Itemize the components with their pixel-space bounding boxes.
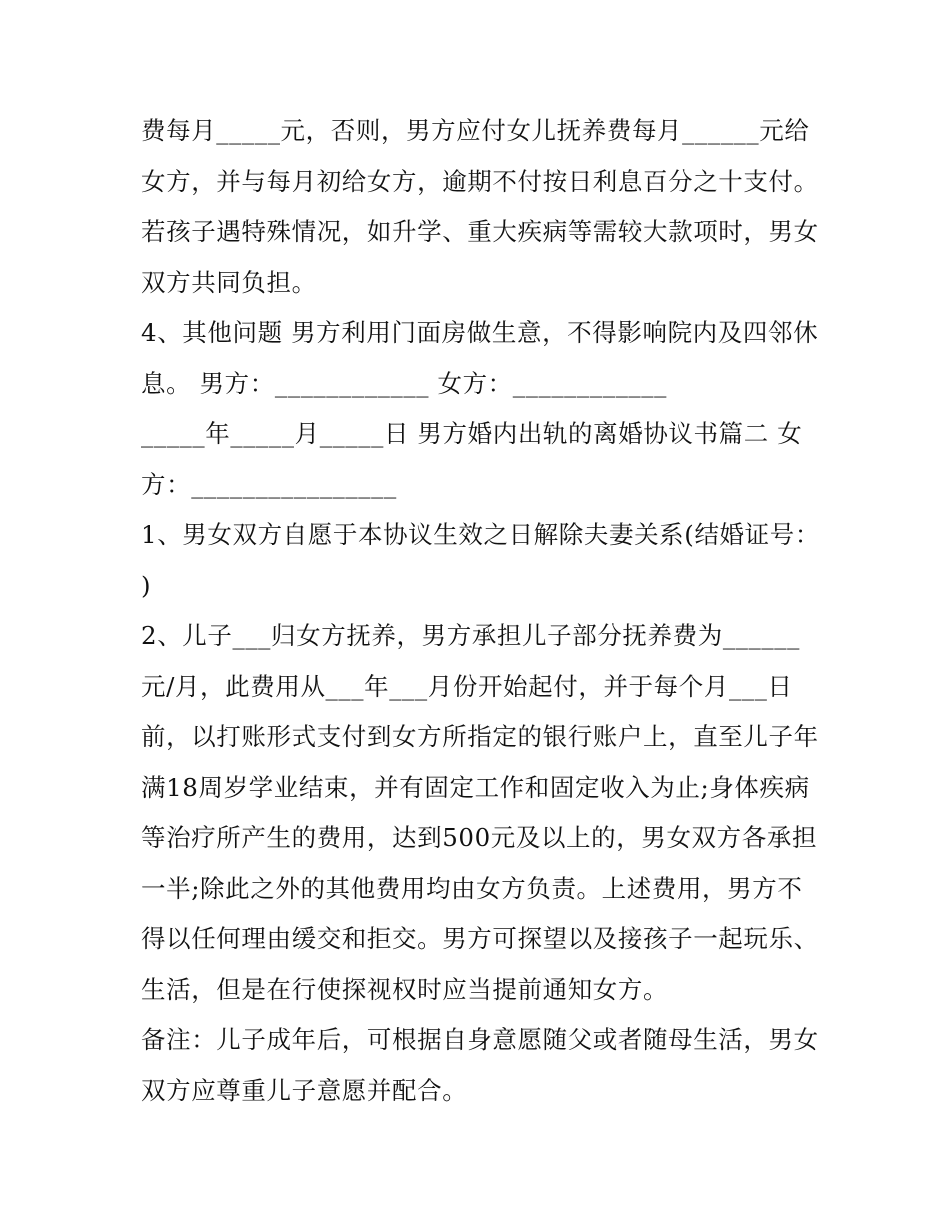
text-line: 生活，但是在行使探视权时应当提前通知女方。: [141, 974, 669, 1004]
agreement-body-text: [141, 106, 821, 1116]
text-line: 4、其他问题 男方利用门面房做生意，不得影响院内及四邻休: [141, 318, 819, 347]
text-line: 双方应尊重儿子意愿并配合。: [141, 1075, 468, 1105]
text-line: 满18周岁学业结束，并有固定工作和固定收入为止;身体疾病: [141, 772, 810, 802]
text-line: _____年_____月_____日 男方婚内出轨的离婚协议书篇二 女: [141, 419, 803, 448]
text-line: ): [141, 570, 152, 600]
text-line: 2、儿子___归女方抚养，男方承担儿子部分抚养费为______: [141, 621, 800, 650]
text-line: 得以任何理由缓交和拒交。男方可探望以及接孩子一起玩乐、: [141, 924, 819, 953]
text-line: 方：________________: [141, 469, 397, 499]
text-line: 1、男女双方自愿于本协议生效之日解除夫妻关系(结婚证号：: [141, 520, 820, 549]
text-line: 元/月，此费用从___年___月份开始起付，并于每个月___日: [141, 671, 793, 701]
text-line: 备注：儿子成年后，可根据自身意愿随父或者随母生活，男女: [141, 1025, 819, 1054]
text-line: 若孩子遇特殊情况，如升学、重大疾病等需较大款项时，男女: [141, 217, 819, 246]
text-line: 女方，并与每月初给女方，逾期不付按日利息百分之十支付。: [141, 166, 819, 196]
text-line: 费每月_____元，否则，男方应付女儿抚养费每月______元给: [141, 116, 810, 145]
text-line: 前，以打账形式支付到女方所指定的银行账户上，直至儿子年: [141, 722, 819, 751]
text-line: 一半;除此之外的其他费用均由女方负责。上述费用，男方不: [141, 873, 803, 903]
text-line: 等治疗所产生的费用，达到500元及以上的，男女双方各承担: [141, 823, 818, 852]
text-line: 息。 男方：____________ 女方：____________: [141, 368, 667, 398]
text-line: 双方共同负担。: [141, 267, 317, 297]
